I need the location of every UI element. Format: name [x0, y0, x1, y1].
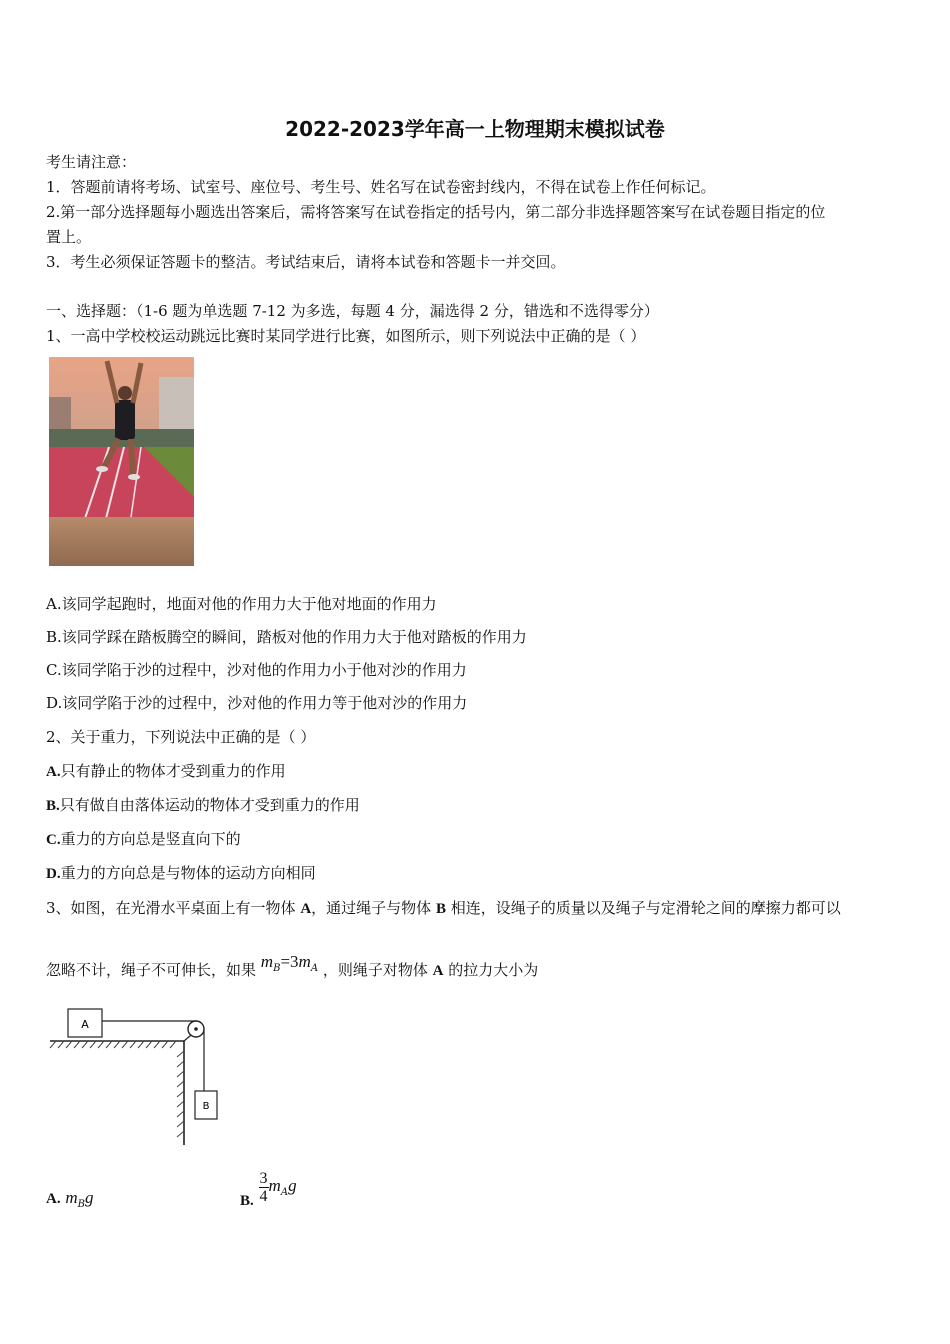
object-b-label: B	[435, 901, 446, 917]
notice-item-2-cont: 置上。	[46, 228, 92, 246]
q3-text: 3、如图，在光滑水平桌面上有一物体	[46, 899, 301, 917]
option-label: D.	[46, 866, 61, 882]
fraction-numerator: 3	[259, 1169, 268, 1187]
opt-m: m	[65, 1188, 78, 1207]
q1-option-b: B.该同学踩在踏板腾空的瞬间，踏板对他的作用力大于他对踏板的作用力	[46, 628, 527, 646]
eq-m: m	[298, 952, 311, 971]
option-label: B.	[46, 798, 60, 814]
opt-g: g	[288, 1176, 297, 1195]
q1-option-c: C.该同学陷于沙的过程中，沙对他的作用力小于他对沙的作用力	[46, 661, 467, 679]
q2-option-d	[46, 863, 316, 884]
q1-option-a: A.该同学起跑时，地面对他的作用力大于他对地面的作用力	[46, 595, 437, 613]
section-heading: 一、选择题：（1-6 题为单选题 7-12 为多选，每题 4 分，漏选得 2 分，错选和不选得零分）	[46, 302, 659, 320]
option-label: B.	[240, 1193, 254, 1209]
q2-option-a	[46, 761, 286, 782]
notice-item-1: 1．答题前请将考场、试室号、座位号、考生号、姓名写在试卷密封线内，不得在试卷上作任何标记。	[46, 178, 716, 196]
q3-text: ，通过绳子与物体	[311, 899, 436, 917]
q2-option-c	[46, 829, 241, 850]
long-jump-photo	[49, 357, 194, 566]
object-a-label: A	[432, 963, 444, 979]
option-text: 只有做自由落体运动的物体才受到重力的作用	[59, 796, 360, 814]
eq-sub: B	[273, 963, 281, 974]
q2-stem: 2、关于重力，下列说法中正确的是（ ）	[46, 728, 316, 746]
pulley-diagram	[46, 1005, 236, 1150]
q3-option-b	[240, 1166, 297, 1221]
option-text: 重力的方向总是竖直向下的	[60, 830, 241, 848]
eq-m: m	[260, 952, 274, 971]
mass-equation	[260, 952, 323, 974]
opt-m: m	[268, 1176, 281, 1195]
block-a-label: A	[81, 1018, 89, 1031]
q2-option-b	[46, 795, 360, 816]
fraction	[259, 1170, 269, 1205]
q3-text: 忽略不计，绳子不可伸长，如果	[46, 961, 257, 979]
eq-op: =3	[280, 952, 299, 971]
option-text: 只有静止的物体才受到重力的作用	[60, 762, 286, 780]
q3-text: 相连，设绳子的质量以及绳子与定滑轮之间的摩擦力都可以	[445, 899, 841, 917]
notice-heading: 考生请注意：	[46, 153, 137, 171]
opt-sub: A	[280, 1187, 289, 1198]
fraction-denominator: 4	[259, 1187, 268, 1205]
option-label: A.	[46, 764, 61, 780]
q1-stem: 1、一高中学校校运动跳远比赛时某同学进行比赛，如图所示，则下列说法中正确的是（ ）	[46, 327, 646, 345]
notice-item-3: 3．考生必须保证答题卡的整洁。考试结束后，请将本试卷和答题卡一并交回。	[46, 253, 566, 271]
q3-text: 的拉力大小为	[443, 961, 539, 979]
notice-item-2: 2.第一部分选择题每小题选出答案后，需将答案写在试卷指定的括号内，第二部分非选择题答案写在试卷题目指定的位	[46, 203, 826, 221]
option-label: C.	[46, 832, 61, 848]
page-title: 2022-2023学年高一上物理期末模拟试卷	[285, 117, 665, 141]
q3-stem-line2	[46, 952, 539, 989]
eq-sub: A	[310, 963, 319, 974]
opt-sub: B	[77, 1199, 86, 1210]
q3-option-a	[46, 1188, 94, 1215]
option-label: A.	[46, 1191, 61, 1207]
long-jump-illustration	[49, 357, 194, 566]
object-a-label: A	[300, 901, 312, 917]
block-b-label: B	[202, 1101, 210, 1112]
q3-stem-line1	[46, 898, 841, 919]
q3-text: ，则绳子对物体	[322, 961, 433, 979]
opt-g: g	[85, 1188, 94, 1207]
q1-option-d: D.该同学陷于沙的过程中，沙对他的作用力等于他对沙的作用力	[46, 694, 468, 712]
option-text: 重力的方向总是与物体的运动方向相同	[60, 864, 316, 882]
